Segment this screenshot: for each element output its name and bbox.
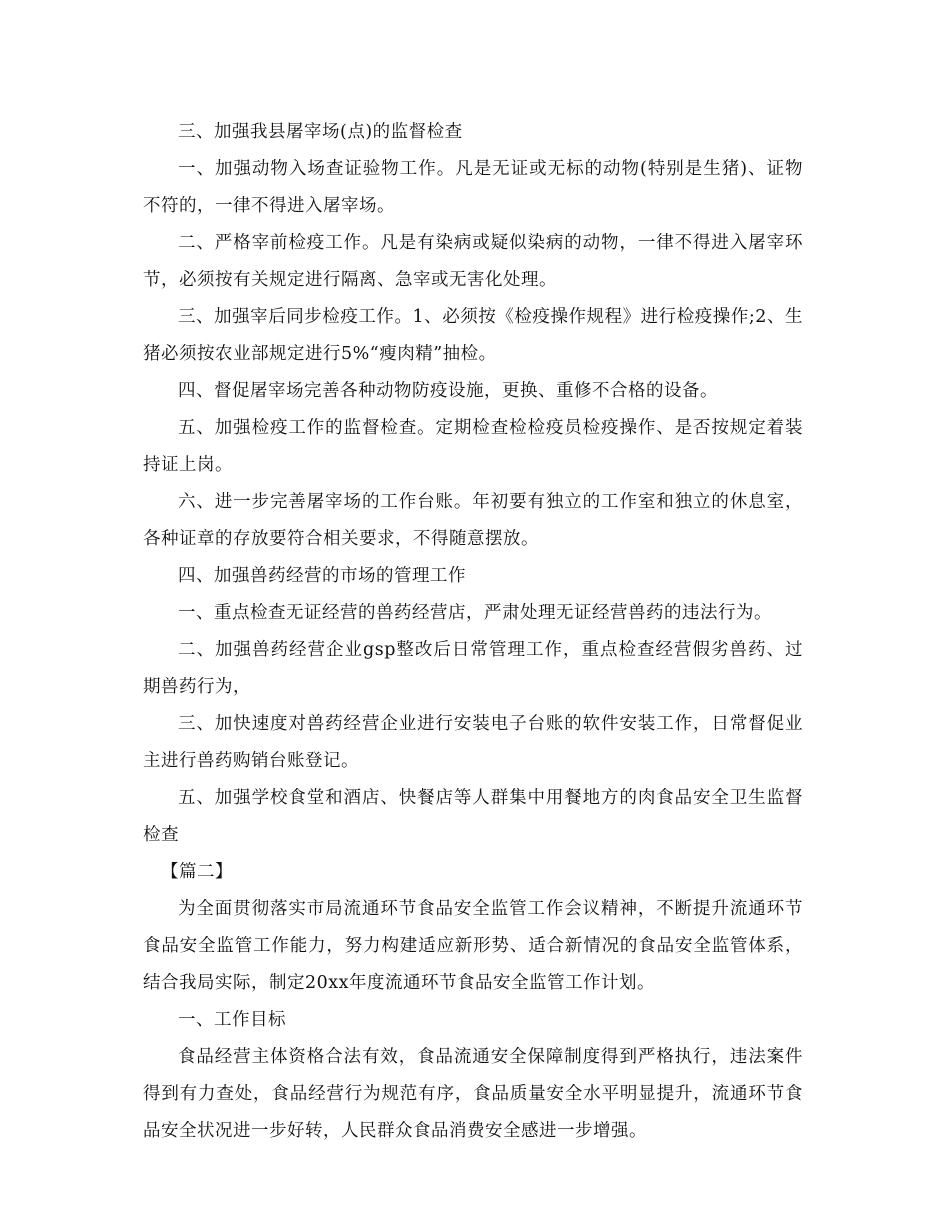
- paragraph: 食品经营主体资格合法有效，食品流通安全保障制度得到严格执行，违法案件得到有力查处，食品经营行为规范有序，食品质量安全水平明显提升，流通环节食品安全状况进一步好转，人民群众食品消费安全感进一步增强。: [143, 1047, 803, 1141]
- paragraph: 一、重点检查无证经营的兽药经营店，严肃处理无证经营兽药的违法行为。: [178, 603, 772, 623]
- paragraph: 四、督促屠宰场完善各种动物防疫设施，更换、重修不合格的设备。: [178, 381, 718, 401]
- paragraph: 一、加强动物入场查证验物工作。凡是无证或无标的动物(特别是生猪)、证物不符的，一律不得进入屠宰场。: [143, 159, 803, 216]
- paragraph-section-3-heading: 三、加强我县屠宰场(点)的监督检查: [178, 122, 463, 142]
- paragraph: 六、进一步完善屠宰场的工作台账。年初要有独立的工作室和独立的休息室，各种证章的存放要符合相关要求，不得随意摆放。: [143, 492, 803, 549]
- paragraph-goals-heading: 一、工作目标: [178, 1010, 286, 1030]
- paragraph: 二、加强兽药经营企业gsp整改后日常管理工作，重点检查经营假劣兽药、过期兽药行为，: [143, 640, 803, 697]
- paragraph-section-4-heading: 四、加强兽药经营的市场的管理工作: [178, 566, 466, 586]
- paragraph: 三、加快速度对兽药经营企业进行安装电子台账的软件安装工作，日常督促业主进行兽药购销台账登记。: [143, 714, 803, 771]
- paragraph: 五、加强学校食堂和酒店、快餐店等人群集中用餐地方的肉食品安全卫生监督检查: [143, 788, 803, 845]
- paragraph: 二、严格宰前检疫工作。凡是有染病或疑似染病的动物，一律不得进入屠宰环节，必须按有关规定进行隔离、急宰或无害化处理。: [143, 233, 803, 290]
- paragraph: 三、加强宰后同步检疫工作。1、必须按《检疫操作规程》进行检疫操作;2、生猪必须按农业部规定进行5%“瘦肉精”抽检。: [143, 307, 803, 364]
- paragraph: 五、加强检疫工作的监督检查。定期检查检检疫员检疫操作、是否按规定着装持证上岗。: [143, 418, 803, 475]
- paragraph: 为全面贯彻落实市局流通环节食品安全监管工作会议精神，不断提升流通环节食品安全监管工作能力，努力构建适应新形势、适合新情况的食品安全监管体系，结合我局实际，制定20xx年度流通环节食品安全监管工作计划。: [143, 899, 803, 993]
- document-body: [143, 114, 803, 1150]
- section-marker-part-two: 【篇二】: [161, 862, 233, 882]
